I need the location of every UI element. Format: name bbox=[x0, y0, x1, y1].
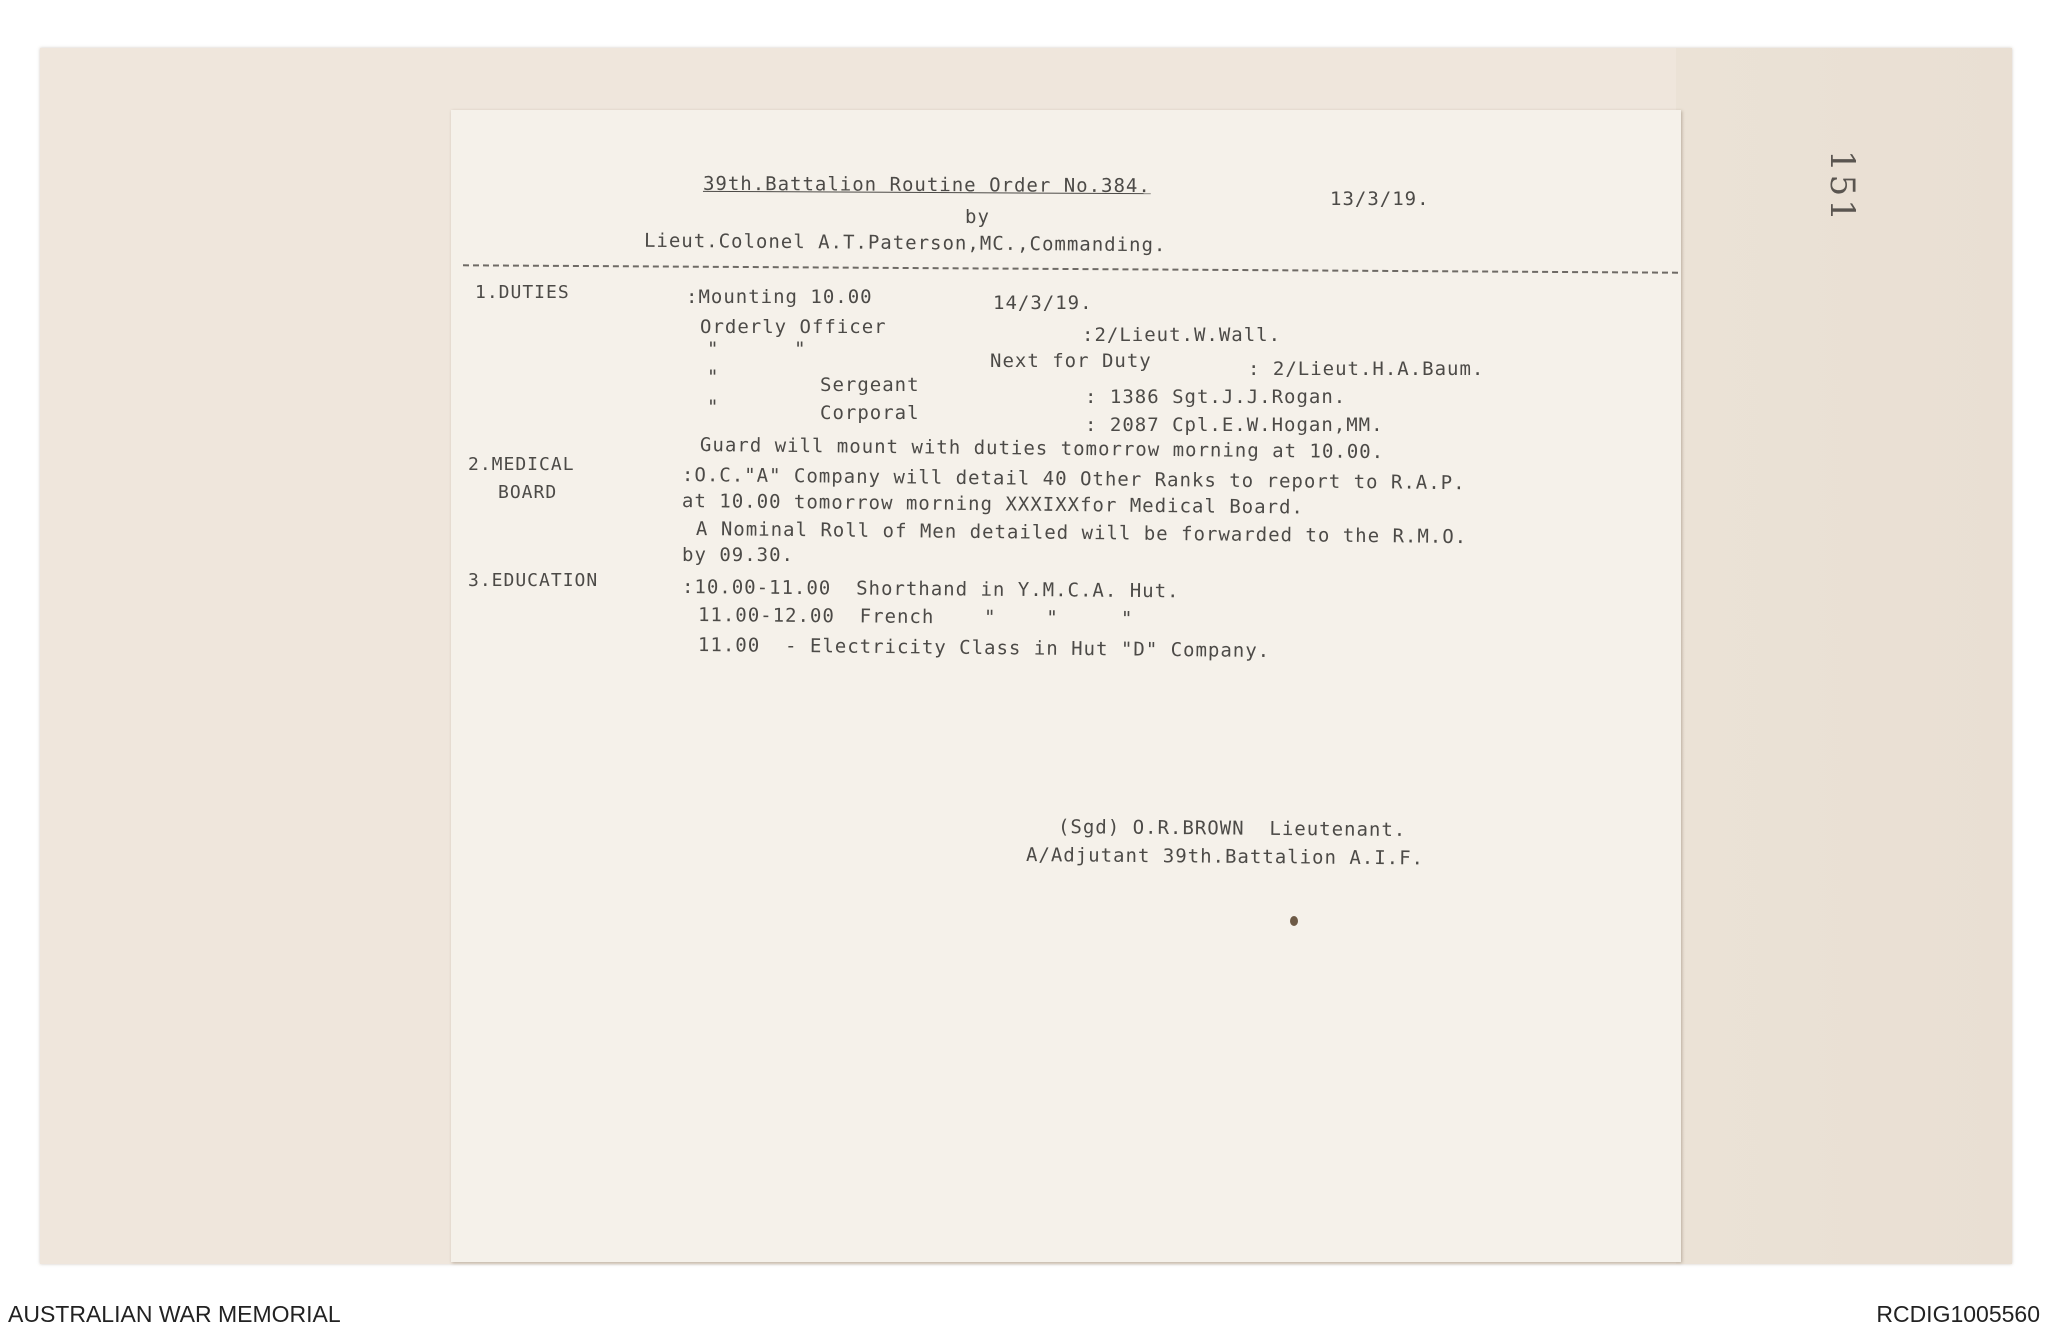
duties-corporal-label: Corporal bbox=[820, 402, 920, 424]
duties-mounting: :Mounting 10.00 bbox=[686, 286, 873, 308]
medical-line-2: at 10.00 tomorrow morning XXXIXXfor Medical Board. bbox=[681, 490, 1305, 519]
duties-mounting-date: 14/3/19. bbox=[993, 292, 1093, 314]
duties-sergeant-ditto: " bbox=[707, 366, 720, 388]
duties-sergeant-value: : 1386 Sgt.J.J.Rogan. bbox=[1085, 386, 1347, 408]
duties-next-value: : 2/Lieut.H.A.Baum. bbox=[1248, 358, 1485, 380]
order-by: by bbox=[965, 206, 990, 228]
section-medical-heading-2: BOARD bbox=[498, 482, 558, 503]
footer-source: AUSTRALIAN WAR MEMORIAL bbox=[8, 1301, 341, 1327]
education-line-2: 11.00-12.00 French " " " bbox=[697, 604, 1134, 630]
duties-orderly-officer-value: :2/Lieut.W.Wall. bbox=[1082, 324, 1282, 346]
duties-next-label: Next for Duty bbox=[990, 350, 1152, 372]
order-date: 13/3/19. bbox=[1330, 188, 1430, 210]
signature-line-2: A/Adjutant 39th.Battalion A.I.F. bbox=[1025, 844, 1425, 870]
duties-sergeant-label: Sergeant bbox=[820, 374, 920, 396]
section-education-heading: 3.EDUCATION bbox=[468, 570, 599, 591]
education-line-1: :10.00-11.00 Shorthand in Y.M.C.A. Hut. bbox=[681, 576, 1180, 603]
duties-corporal-value: : 2087 Cpl.E.W.Hogan,MM. bbox=[1085, 414, 1384, 436]
duties-next-ditto: " " bbox=[707, 338, 807, 360]
signature-line-1: (Sgd) O.R.BROWN Lieutenant. bbox=[1057, 816, 1407, 842]
order-title: 39th.Battalion Routine Order No.384. bbox=[702, 172, 1151, 198]
section-duties-heading: 1.DUTIES bbox=[475, 282, 570, 303]
section-medical-heading: 2.MEDICAL bbox=[468, 454, 575, 475]
page-number: 151 bbox=[1822, 150, 1862, 224]
medical-line-4: by 09.30. bbox=[682, 544, 794, 566]
commander-line: Lieut.Colonel A.T.Paterson,MC.,Commanding. bbox=[643, 229, 1167, 257]
ink-spot bbox=[1290, 916, 1298, 926]
order-sheet bbox=[451, 110, 1681, 1262]
backing-sheet-edge bbox=[1676, 48, 2012, 1264]
duties-guard-note: Guard will mount with duties tomorrow morning at 10.00. bbox=[699, 434, 1385, 464]
duties-orderly-officer-label: Orderly Officer bbox=[700, 316, 887, 338]
medical-line-1: :O.C."A" Company will detail 40 Other Ranks to report to R.A.P. bbox=[681, 464, 1466, 495]
education-line-3: 11.00 - Electricity Class in Hut "D" Company. bbox=[697, 634, 1271, 662]
medical-line-3: A Nominal Roll of Men detailed will be forwarded to the R.M.O. bbox=[695, 518, 1468, 549]
duties-corporal-ditto: " bbox=[707, 396, 720, 418]
footer-reference: RCDIG1005560 bbox=[1876, 1301, 2040, 1327]
